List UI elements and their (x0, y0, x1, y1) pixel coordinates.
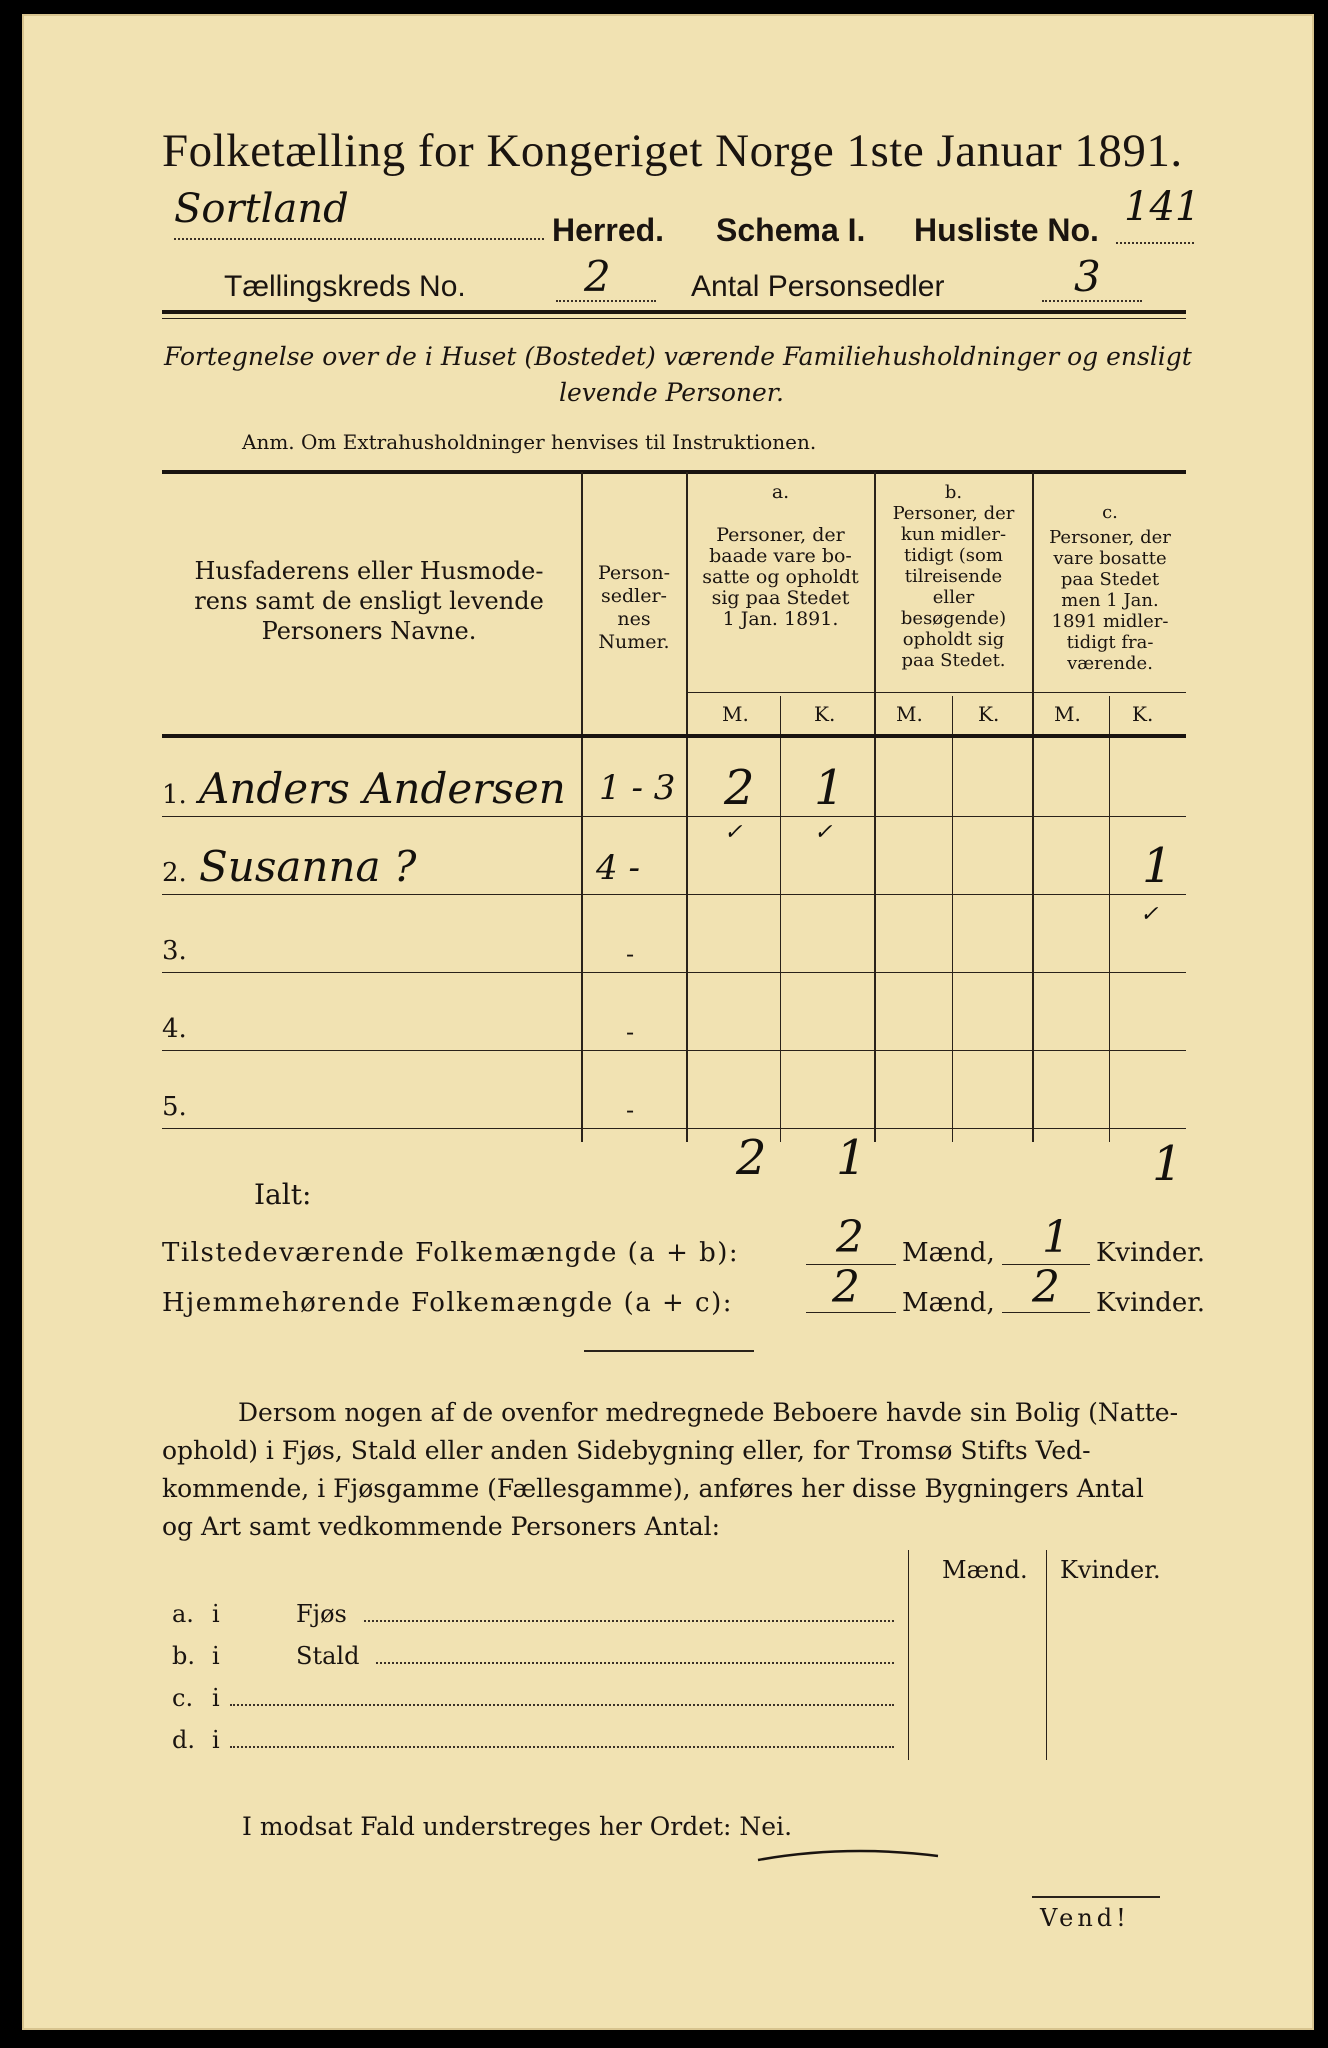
header-numer-line-2: sedler- (601, 585, 667, 607)
modsat-text: I modsat Fald understreges her Ordet: Nei. (242, 1812, 793, 1841)
vend-text: Vend! (1040, 1904, 1130, 1932)
header-numer-line-1: Person- (597, 562, 671, 584)
bolig-line-3: kommende, i Fjøsgamme (Fællesgamme), anføres her disse Bygningers Antal (162, 1474, 1144, 1503)
bolig-item-a-letter: a. (172, 1600, 194, 1628)
header-b-line-2: kun midler- (900, 524, 1007, 545)
header-b-line-6: besøgende) (900, 608, 1007, 629)
header-b-line-1: Personer, der (892, 503, 1015, 524)
intro-line-1: Fortegnelse over de i Huset (Bostedet) værende Familiehusholdninger og ensligt (164, 342, 1192, 371)
mk-b-k: K. (978, 702, 1000, 726)
tilstede-kvinder-value: 1 (1042, 1212, 1070, 1263)
header-b-line-5: eller (932, 587, 975, 608)
mk-c-m: M. (1054, 702, 1081, 726)
tilstede-kvinder-label: Kvinder. (1096, 1238, 1206, 1268)
husliste-label: Husliste No. (914, 212, 1099, 248)
header-col-a (689, 482, 872, 630)
row-2-check-k: ✓ (1140, 902, 1159, 927)
header-b-line-7: opholdt sig (902, 629, 1005, 650)
hjemme-kvinder-label: Kvinder. (1096, 1288, 1206, 1318)
header-b-line-8: paa Stedet. (901, 650, 1006, 671)
bolig-maend-header: Mænd. (942, 1556, 1028, 1584)
bolig-item-d-i: i (212, 1726, 220, 1754)
row-2-rule (162, 894, 1186, 895)
bolig-item-b-dots (376, 1662, 894, 1664)
row-4-numer: - (626, 1018, 635, 1046)
mk-a-k: K. (814, 702, 836, 726)
header-a-line-5: 1 Jan. 1891. (722, 608, 839, 630)
husliste-value: 141 (1124, 184, 1201, 230)
bolig-item-a-i: i (212, 1600, 220, 1628)
tilstede-maend-value: 2 (836, 1212, 864, 1263)
ialt-c-k: 1 (1152, 1136, 1183, 1192)
row-5-numer: - (626, 1096, 635, 1124)
antal-dotted-line (1042, 300, 1142, 302)
header-numer-line-3: nes (617, 608, 651, 630)
ialt-label: Ialt: (254, 1178, 312, 1211)
bolig-item-b-i: i (212, 1642, 220, 1670)
header-rule (162, 310, 1186, 314)
bolig-item-c-i: i (212, 1684, 220, 1712)
header-numer-line-4: Numer. (598, 631, 670, 653)
row-1-numer: 1 - 3 (599, 768, 676, 808)
vend-rule (1032, 1896, 1160, 1898)
bolig-item-b-letter: b. (172, 1642, 195, 1670)
mk-a-m: M. (722, 702, 749, 726)
row-2-numer: 4 - (596, 848, 640, 888)
row-1-a-k: 1 (814, 760, 845, 816)
col-divider-cMK (1109, 696, 1110, 1142)
header-names (164, 556, 574, 646)
hjemme-kvinder-line (1002, 1312, 1090, 1313)
mk-c-k: K. (1132, 702, 1154, 726)
bolig-item-a-dots (364, 1620, 894, 1622)
header-c-line-5: 1891 midler- (1051, 611, 1169, 632)
header-a-line-1: Personer, der (716, 524, 845, 546)
header-col-b (876, 482, 1031, 671)
row-5-rule (162, 1128, 1186, 1129)
row-1-rule (162, 816, 1186, 817)
hjemme-label: Hjemmehørende Folkemængde (a + c): (162, 1288, 733, 1318)
kreds-value: 2 (584, 252, 611, 301)
bolig-line-2: ophold) i Fjøs, Stald eller anden Sidebygning eller, for Tromsø Stifts Ved- (162, 1436, 1091, 1465)
hjemme-kvinder-value: 2 (1032, 1262, 1060, 1313)
header-rule-thin (162, 318, 1186, 319)
schema-label: Schema I. (716, 212, 866, 248)
bolig-item-c-dots (230, 1704, 894, 1706)
bolig-col-divider-2 (1046, 1550, 1047, 1760)
col-divider-numer (686, 472, 688, 1142)
row-2-c-k: 1 (1142, 838, 1173, 894)
row-1-number: 1. (162, 780, 187, 810)
bolig-item-c-letter: c. (172, 1684, 194, 1712)
bolig-item-a-label: Fjøs (296, 1600, 347, 1628)
header-c-letter: c. (1102, 502, 1118, 523)
kreds-dotted-line (556, 300, 656, 302)
row-4-number: 4. (162, 1014, 187, 1044)
header-b-line-4: tilreisende (904, 566, 1003, 587)
header-a-letter: a. (771, 481, 790, 503)
row-3-numer: - (626, 940, 635, 968)
row-5-number: 5. (162, 1092, 187, 1122)
hjemme-maend-label: Mænd, (902, 1288, 995, 1318)
row-4-rule (162, 1050, 1186, 1051)
bolig-kvinder-header: Kvinder. (1060, 1556, 1161, 1584)
row-3-rule (162, 972, 1186, 973)
antal-label: Antal Personsedler (691, 270, 945, 303)
bolig-col-divider-1 (908, 1550, 909, 1760)
header-names-line-1: Husfaderens eller Husmode- (194, 557, 544, 585)
mk-top-rule (688, 692, 1186, 693)
row-1-a-m: 2 (724, 760, 755, 816)
header-c-line-4: men 1 Jan. (1061, 590, 1159, 611)
ialt-a-m: 2 (736, 1130, 767, 1186)
row-2-number: 2. (162, 858, 187, 888)
header-names-line-3: Personers Navne. (261, 617, 477, 645)
bolig-item-d-dots (230, 1746, 894, 1748)
header-c-line-7: værende. (1067, 653, 1153, 674)
row-1-check-m: ✓ (724, 820, 743, 845)
form-title: Folketælling for Kongeriget Norge 1ste Januar 1891. (162, 125, 1183, 177)
col-divider-bMK (952, 696, 953, 1142)
header-c-line-3: paa Stedet (1060, 569, 1160, 590)
nei-underline (754, 1846, 944, 1866)
row-1-check-k: ✓ (814, 820, 833, 845)
header-col-c (1034, 502, 1186, 674)
bolig-item-b-label: Stald (296, 1642, 360, 1670)
intro-line-2: levende Personer. (559, 378, 784, 407)
header-c-line-1: Personer, der (1049, 527, 1171, 548)
row-3-number: 3. (162, 936, 187, 966)
section-separator (584, 1350, 754, 1352)
hjemme-maend-value: 2 (832, 1262, 860, 1313)
ialt-a-k: 1 (836, 1130, 867, 1186)
header-names-line-2: rens samt de ensligt levende (194, 587, 544, 615)
header-c-line-2: vare bosatte (1053, 548, 1167, 569)
table-body-rule (162, 734, 1186, 738)
col-divider-names (581, 472, 583, 1142)
annotation-note: Anm. Om Extrahusholdninger henvises til Instruktionen. (242, 430, 817, 454)
header-a-line-3: satte og opholdt (702, 566, 859, 588)
mk-b-m: M. (896, 702, 923, 726)
header-c-line-6: tidigt fra- (1066, 632, 1154, 653)
header-b-letter: b. (944, 482, 963, 503)
hjemme-maend-line (806, 1312, 896, 1313)
herred-value: Sortland (174, 186, 349, 232)
header-b-line-3: tidigt (som (904, 545, 1003, 566)
header-a-line-4: sig paa Stedet (711, 587, 850, 609)
herred-label: Herred. (552, 212, 665, 248)
row-2-name: Susanna ? (199, 842, 417, 891)
tilstede-maend-label: Mænd, (902, 1238, 995, 1268)
antal-value: 3 (1074, 252, 1101, 301)
header-numer (584, 562, 684, 654)
bolig-line-1: Dersom nogen af de ovenfor medregnede Beboere havde sin Bolig (Natte- (238, 1398, 1179, 1427)
tilstede-label: Tilstedeværende Folkemængde (a + b): (162, 1238, 740, 1268)
row-1-name: Anders Andersen (199, 764, 566, 813)
census-form-page (22, 14, 1314, 2030)
bolig-item-d-letter: d. (172, 1726, 195, 1754)
col-divider-aMK (780, 696, 781, 1142)
header-a-line-2: baade vare bo- (709, 545, 852, 567)
kreds-label: Tællingskreds No. (224, 270, 466, 303)
bolig-line-4: og Art samt vedkommende Personers Antal: (162, 1512, 721, 1541)
husliste-dotted-line (1116, 242, 1194, 244)
herred-dotted-line (174, 238, 544, 240)
